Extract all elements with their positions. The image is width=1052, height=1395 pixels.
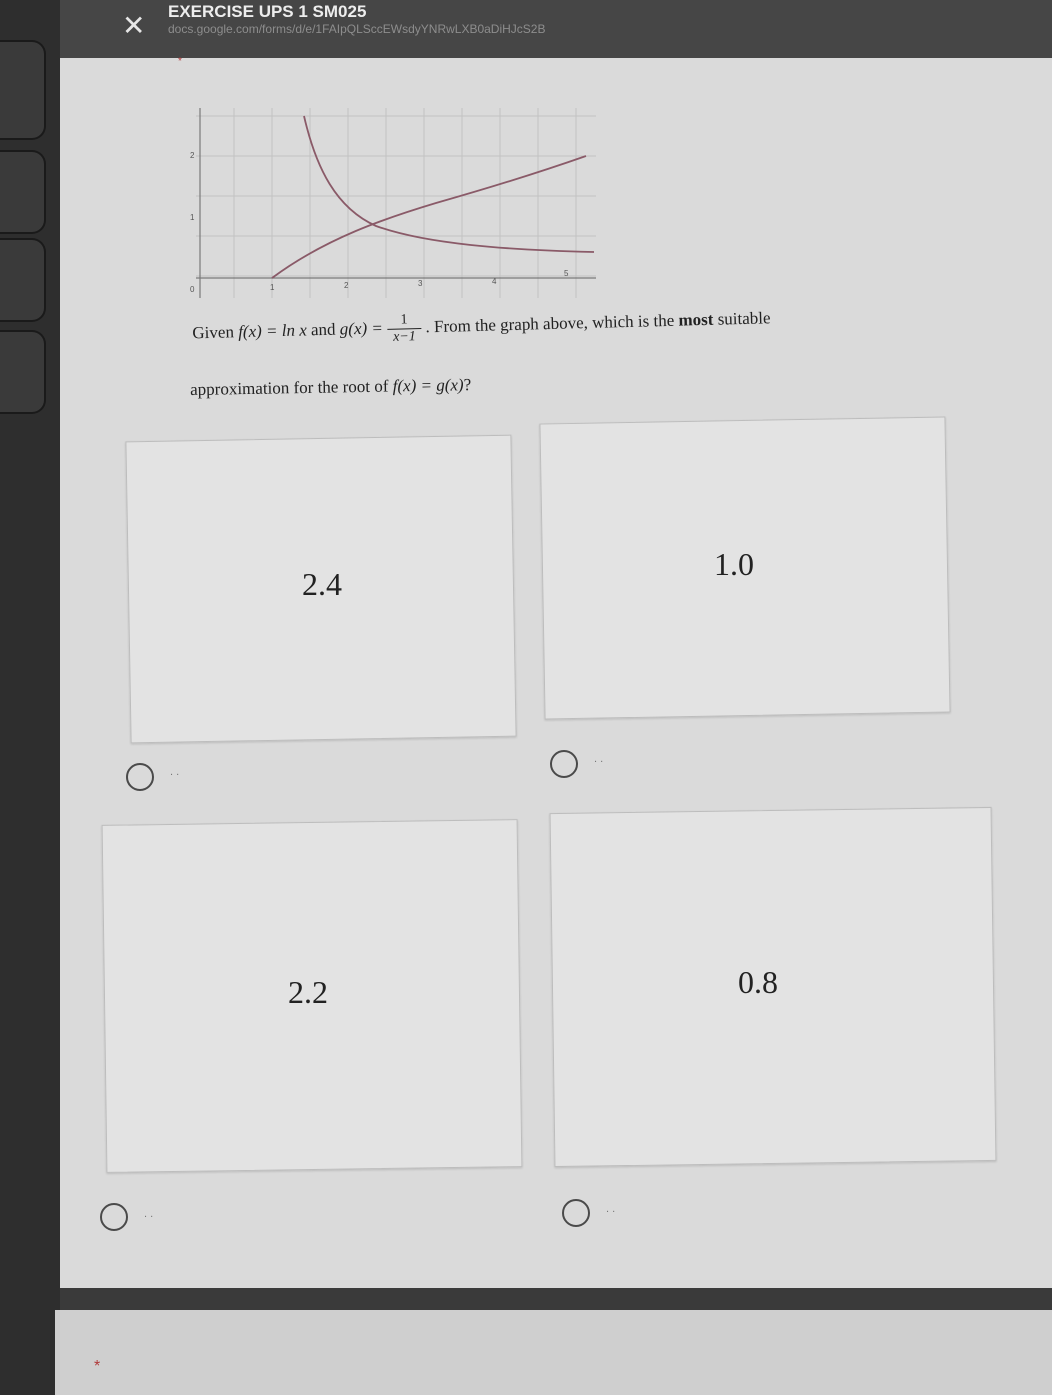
f-definition: f(x) = ln x — [237, 320, 307, 342]
question-graph — [176, 108, 606, 308]
x-tick-5: 5 — [564, 269, 569, 278]
next-question-card — [55, 1310, 1052, 1395]
side-tab — [0, 330, 46, 414]
y-tick-2: 2 — [190, 151, 195, 160]
x-tick-3: 3 — [418, 279, 423, 288]
side-tab — [0, 238, 46, 322]
x-tick-2: 2 — [344, 281, 349, 290]
x-tick-4: 4 — [492, 277, 497, 286]
question-text-line1: Given f(x) = ln x and g(x) = $\frac{1}{x-1}$ . From the graph above, which is the most suitable — [192, 308, 771, 345]
g-definition: g(x) = — [339, 318, 384, 339]
y-tick-0: 0 — [190, 285, 195, 294]
option-radio-4[interactable] — [562, 1199, 590, 1227]
close-icon[interactable]: ✕ — [122, 10, 146, 41]
question-text-line2: approximation for the root of f(x) = g(x)? — [190, 375, 472, 399]
option-label-4: 0.8 — [738, 964, 778, 1000]
root-equation: f(x) = g(x) — [392, 375, 464, 396]
required-asterisk: * — [94, 1358, 101, 1375]
x-tick-1: 1 — [270, 283, 275, 292]
required-asterisk: * — [178, 56, 182, 67]
option-radio-2[interactable] — [550, 750, 578, 778]
page-title: EXERCISE UPS 1 SM025 — [168, 2, 367, 21]
option-radio-3[interactable] — [100, 1203, 128, 1231]
side-tab — [0, 150, 46, 234]
page-url: docs.google.com/forms/d/e/1FAIpQLSccEWsdyYNRwLXB0aDiHJcS2B — [168, 22, 546, 36]
option-label-3: 2.2 — [288, 974, 328, 1010]
g-fraction: $\frac{1}{x-1}$ — [386, 312, 422, 346]
option-radio-1[interactable] — [126, 763, 154, 791]
option-label-1: 2.4 — [302, 566, 342, 602]
option-label-2: 1.0 — [714, 546, 754, 582]
y-tick-1: 1 — [190, 213, 195, 222]
side-tab — [0, 40, 46, 140]
